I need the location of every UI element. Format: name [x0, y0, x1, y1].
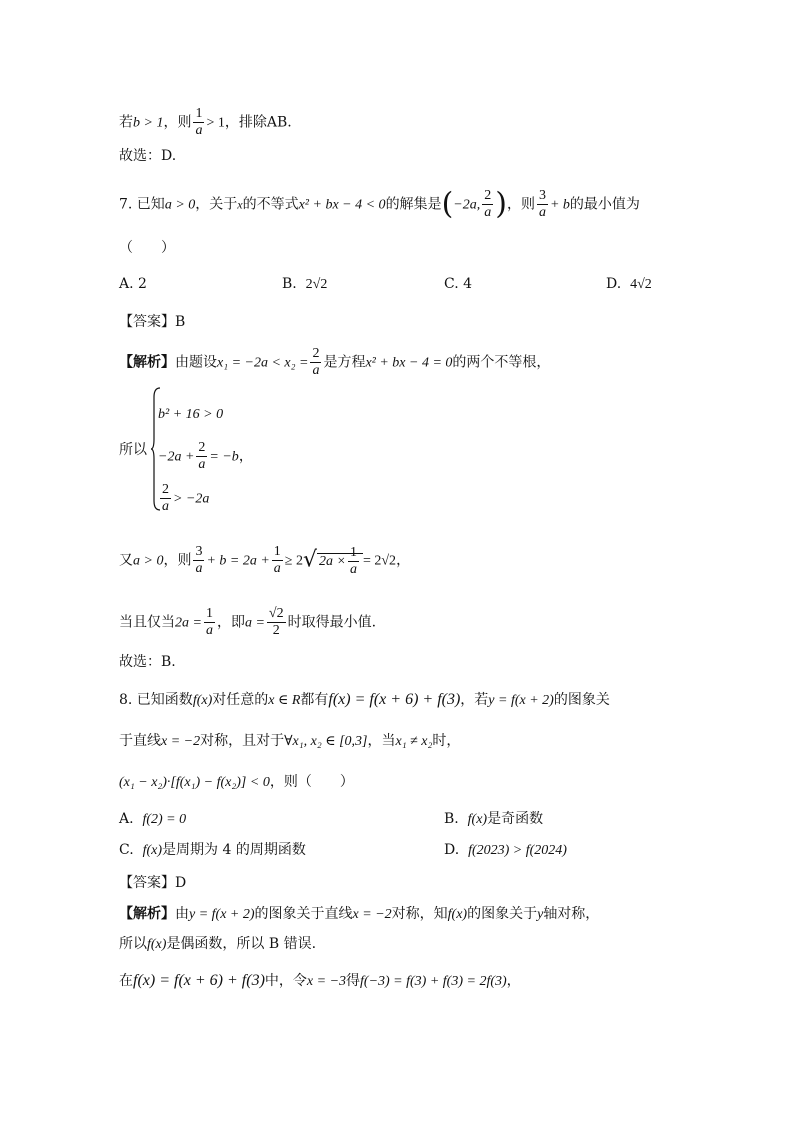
explanation-8-line-1: 【解析】由y = f(x + 2)的图象关于直线x = −2对称，知f(x)的图象关于y轴对称，	[119, 906, 600, 922]
text: 故选：D.	[119, 148, 177, 164]
fraction: $\frac{2}{a}$	[312, 346, 320, 378]
text: 若	[119, 114, 133, 131]
sqrt: 2a × $\frac{1}{a}$	[317, 553, 363, 569]
text: ，则	[163, 114, 192, 131]
question-8-line-3: (x₁ − x₂)·[f(x₁) − f(x₂)] < 0，则（ ）	[119, 774, 354, 790]
answer-8: 【答案】D	[119, 875, 187, 891]
text: ，排除AB.	[224, 114, 292, 131]
answer-7: 【答案】B	[119, 314, 186, 330]
answer-paren: （ ）	[119, 240, 175, 256]
q8-option-a: A. f(2) = 0	[119, 811, 187, 827]
explanation-8-line-3: 在f(x) = f(x + 6) + f(3)中，令x = −3得f(−3) = f(3) + f(3) = 2f(3)，	[119, 972, 521, 989]
inequality-line: 又a > 0，则 $\frac{3}{a}$ + b = 2a + $\frac{1}{a}$ ≥ 2√ 2a × $\frac{1}{a}$ = 2√2，	[119, 544, 411, 577]
question-8-line-1: 8. 已知函数f(x)对任意的x ∈ R都有f(x) = f(x + 6) + f(3)，若y = f(x + 2)的图象关	[119, 691, 610, 708]
choose-b: 故选：B.	[119, 654, 176, 670]
question-7: 7. 已知a > 0，关于x的不等式x² + bx − 4 < 0的解集是(−2a, $\frac{2}{a}$ )，则 $\frac{3}{a}$ + b的最小值为	[119, 186, 640, 222]
fraction: $\frac{3}{a}$	[538, 188, 546, 220]
option-a: A. 2	[119, 276, 147, 292]
explanation-7-line-1: 【解析】由题设x₁ = −2a < x₂ = $\frac{2}{a}$ 是方程x² + bx − 4 = 0的两个不等根，	[119, 346, 551, 378]
q8-option-d: D. f(2023) > f(2024)	[444, 842, 567, 858]
explanation-8-line-2: 所以f(x)是偶函数，所以 B 错误.	[119, 936, 317, 952]
math: > 1	[206, 115, 225, 131]
text-line-2	[119, 146, 176, 166]
text-line-1	[119, 106, 292, 139]
system-label: 所以	[119, 442, 147, 458]
system-eq-3: $\frac{2}{a}$ > −2a	[162, 482, 210, 514]
equality-line: 当且仅当2a = $\frac{1}{a}$ ，即a = $\frac{√2}{2}$ 时取得最小值.	[119, 606, 377, 638]
option-b: B. 2√2	[282, 276, 328, 292]
math: b > 1	[133, 115, 164, 131]
system-eq-2: −2a + $\frac{2}{a}$ = −b，	[158, 440, 253, 472]
option-d: D. 4√2	[606, 276, 652, 292]
q8-option-b: B. f(x)是奇函数	[444, 811, 544, 827]
option-c: C. 4	[444, 276, 473, 292]
system-eq-1: b² + 16 > 0	[158, 407, 224, 422]
q8-option-c: C. f(x)是周期为 4 的周期函数	[119, 842, 306, 858]
fraction: $\frac{1}{a}$	[195, 106, 203, 138]
question-8-line-2: 于直线x = −2对称，且对于∀x₁, x₂ ∈ [0,3]，当x₁ ≠ x₂时，	[119, 733, 461, 749]
fraction: $\frac{2}{a}$	[484, 188, 492, 220]
